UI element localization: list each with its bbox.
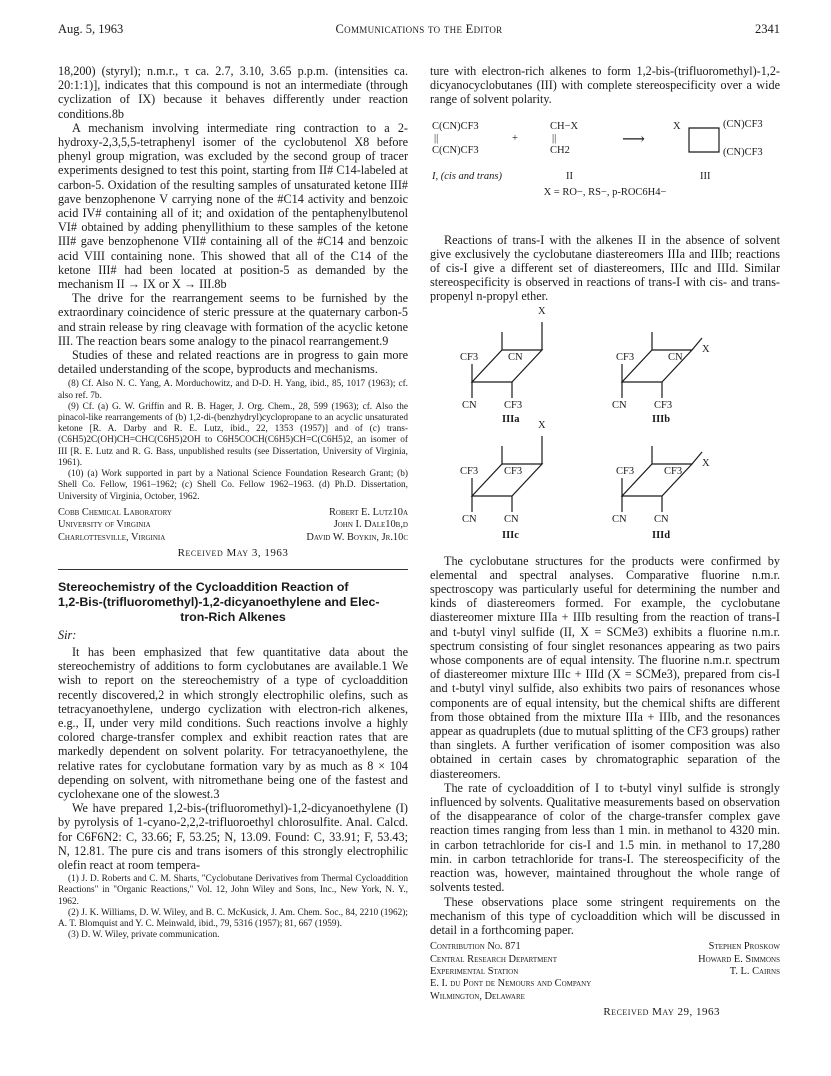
affiliation-row [430,941,780,953]
section-divider [58,569,408,570]
structure-label-IIIa: IIIa [502,413,520,425]
article-paragraph-2: We have prepared 1,2-bis-(trifluoromethyl)-1,2-dicyanoethylene (I) by pyrolysis of 1-cyano-2,2,2-trifluoroethyl chlorosulfite. Anal. Calcd. for C6F6N2: C, 33.66; F, 53.25; N, 13.09. Found: C, 33.91; F, 53.43; N, 12.81. The pure cis and trans isomers of this strongly electrophilic olefin react at room tempera- [58,801,408,872]
structure-label-IIIc: IIIc [502,529,519,541]
label-x: X [702,343,710,355]
affiliation-address: Central Research Department [430,953,557,965]
footnote-1: (1) J. D. Roberts and C. M. Sharts, "Cyclobutane Derivatives from Thermal Cycloaddition Reactions" in "Organic Reactions," Vol. 12, John Wiley and Sons, Inc., New York, N. Y., 1962. [58,874,408,907]
affiliation-block-2 [430,941,780,1003]
issue-date: Aug. 5, 1963 [58,22,124,36]
reactant-1-bond: || [434,132,439,144]
label-cn: CN [508,351,523,363]
label-cf3: CF3 [504,399,523,411]
received-date-2: Received May 29, 1963 [603,1006,720,1019]
right-column [430,64,780,1018]
cyclobutane-ring-icon [688,125,722,155]
footnote-2: (2) J. K. Williams, D. W. Wiley, and B. C. McKusick, J. Am. Chem. Soc., 84, 2210 (1962); A. T. Blomquist and Y. C. Meinwald, ibid., 79, 5316 (1957); 81, 667 (1959). [58,907,408,929]
affiliation-row [430,966,780,978]
left-paragraph-4: Studies of these and related reactions are in progress to gain more detailed understanding of the scope, byproducts and mechanisms. [58,348,408,377]
received-date-1: Received May 3, 1963 [177,546,289,559]
author-name: Stephen Proskow [708,941,780,953]
label-cf3: CF3 [616,465,635,477]
right-paragraph-1: ture with electron-rich alkenes to form 1,2-bis-(trifluoromethyl)-1,2-dicyanocyclobutanes (III) with complete stereospecificity over a wide range of solvent polarity. [430,64,780,107]
page-number: 2341 [755,22,780,36]
label-cn: CN [654,513,669,525]
reactant-2-label: II [566,170,573,182]
right-paragraph-2: Reactions of trans-I with the alkenes II in the absence of solvent give exclusively the cyclobutane diastereomers IIIa and IIIb; reactions of cis-I give a different set of diastereomers, IIIc and IIId. Similar stereospecificity is observed in reactions of trans-I with cis- and trans-propenyl n-propyl ether. [430,232,780,304]
page-header [58,22,780,42]
title-line: 1,2-Bis-(trifluoromethyl)-1,2-dicyanoethylene and Elec- [58,594,380,609]
footnote-3: (3) D. W. Wiley, private communication. [68,930,220,941]
salutation: Sir: [58,627,77,642]
affiliation-address: Cobb Chemical Laboratory [58,506,172,518]
reactant-2-bond: || [552,132,557,144]
affiliation-address: Charlottesville, Virginia [58,531,166,543]
reactant-2-bottom: CH2 [550,144,570,156]
affiliation-address: E. I. du Pont de Nemours and Company [430,978,592,990]
footnote-10: (10) (a) Work supported in part by a National Science Foundation Research Grant; (b) Shell Co. Fellow, 1961–1962; (c) Shell Co. Fellow 1962–1963. (d) Ph.D. Dissertation, University of Virginia, October, 1962. [58,469,408,502]
label-x: X [538,419,546,431]
journal-section: Communications to the Editor [335,22,503,36]
author-name: Robert E. Lutz10a [329,506,408,518]
affiliation-address: University of Virginia [58,519,151,531]
reactant-1-bottom: C(CN)CF3 [432,144,479,156]
label-x: X [702,457,710,469]
affiliation-row [430,991,780,1003]
reactant-1-top: C(CN)CF3 [432,120,479,132]
reactant-2-top: CH−X [550,120,579,132]
article-title [58,580,408,625]
title-line: tron-Rich Alkenes [180,609,286,624]
affiliation-row [58,519,408,531]
affiliation-address: Wilmington, Delaware [430,990,525,1002]
left-paragraph-2: A mechanism involving intermediate ring contraction to a 2-hydroxy-2,3,5,5-tetraphenyl isomer of the cyclobutenol X8 before phenyl group migration, was excluded by the second group of tracer experiments designed to test this point, starting from II# C14-labeled at carbon-5. Oxidation of the resulting samples of unsaturated ketone III# gave benzophenone V carrying none of the #C14 activity and benzoic acid IV# containing all of it; and oxidation of the pentaphenylbutenol VI# obtained by adding phenyllithium to these samples of the ketone III# gave benzophenone VII# containing all of the #C14 and benzoic acid VIII containing none. This showed that all of the C14 of the ketone III# had been located at position-5 as demanded by the mechanism II → IX or X → III.8b [58,120,408,292]
label-cn: CN [504,513,519,525]
affiliation-address: Experimental Station [430,965,519,977]
left-paragraph-1: 18,200) (styryl); n.m.r., τ ca. 2.7, 3.10, 3.65 p.p.m. (intensities ca. 20:1:1)], indicates that this compound is not an intermediate (through cyclization of IX) because it behaves differently under reaction conditions.8b [58,64,408,121]
author-name: John I. Dale10b,d [333,519,408,531]
diastereomer-structures [430,304,780,554]
left-paragraph-3: The drive for the rearrangement seems to be furnished by the extraordinary coincidence of steric pressure at the quaternary carbon-5 and strain release by ring cleavage with formation of the acyclic ketone III. The reaction bears some analogy to the pinacol rearrangement.9 [58,291,408,348]
label-cf3: CF3 [460,351,479,363]
plus-sign: + [512,132,518,144]
author-name: David W. Boykin, Jr.10c [306,531,408,543]
right-paragraph-5: These observations place some stringent requirements on the mechanism of this type of cycloaddition which will be discussed in detail in a forthcoming paper. [430,894,780,937]
label-cn: CN [462,513,477,525]
affiliation-row [58,507,408,519]
footnote-9: (9) Cf. (a) G. W. Griffin and R. B. Hager, J. Org. Chem., 28, 599 (1963); cf. Also the pinacol-like rearrangements of (b) 1,2-di-(benzhydryl)cyclopropane to an acyclic unsaturated ketone [R. A. Darby and R. E. Lutz, ibid., 22, 1353 (1957)] and of (c) trans-(C6H5)2C(OH)CH=CHC(C6H5)2OH to C6H5COCH(C6H5)CH=C(C6H5)2, an isomer of III [R. E. Lutz and R. G. Bass, unpublished results (see Dissertation, University of Virginia, 1961). [58,401,408,468]
x-definition: X = RO−, RS−, p-ROC6H4− [543,186,667,198]
structure-label-IIId: IIId [652,529,671,541]
affiliation-row [430,954,780,966]
label-cn: CN [612,399,627,411]
label-cf3: CF3 [664,465,683,477]
reaction-scheme [430,107,780,233]
affiliation-row [430,978,780,990]
author-name: Howard E. Simmons [698,953,780,965]
right-paragraph-4: The rate of cycloaddition of I to t-butyl vinyl sulfide is strongly influenced by solvents. Qualitative measurements based on observation of the disappearance of color of the charge-transfer complex gave reaction times ranging from less than 1 min. in methanol to 4320 min. in carbon tetrachloride for cis-I and 1.5 min. in methanol to 17,280 min. in carbon tetrachloride for trans-I. The stereospecificity of the reaction was, however, maintained throughout the whole range of solvents tested. [430,780,780,895]
label-cn: CN [462,399,477,411]
label-cf3: CF3 [460,465,479,477]
footnote-8: (8) Cf. Also N. C. Yang, A. Morduchowitz, and D-D. H. Yang, ibid., 85, 1017 (1963); cf. also ref. 7b. [58,379,408,401]
left-column [58,64,408,941]
right-paragraph-3: The cyclobutane structures for the products were confirmed by elemental and spectral analyses. Comparative fluorine n.m.r. spectroscopy was particularly useful for determining the number and kinds of diastereomers formed. For example, the cyclobutane diastereomer mixture IIIa + IIIb resulting from the reaction of trans-I and t-butyl vinyl sulfide (II, X = SCMe3) exhibits a fluorine n.m.r. spectrum consisting of four singlet resonances appearing as two pairs whose components are of equal intensity. The fluorine n.m.r. spectrum of diastereomer mixture IIIc + IIId (X = SCMe3), prepared from cis-I and t-butyl vinyl sulfide, also exhibits two pairs of resonances whose components are of equal intensity, but the chemical shifts are different from those obtained from the mixture IIIa + IIIb, and the resonances appear as quadruplets (due to mutual splitting of the CF3 groups) rather than singlets. A further verification of isomer composition was also obtained in certain cases by chromatographic separation of the diastereomers. [430,553,780,781]
product-bottom-group: (CN)CF3 [723,146,763,158]
label-cf3: CF3 [616,351,635,363]
label-cn: CN [612,513,627,525]
cyclobutane-diastereomers-icon [430,304,780,554]
product-substituent-x: X [673,120,681,132]
affiliation-row [58,532,408,544]
label-cf3: CF3 [654,399,673,411]
label-cf3: CF3 [504,465,523,477]
structure-label-IIIb: IIIb [652,413,671,425]
product-label: III [700,170,711,182]
label-x: X [538,305,546,317]
reactant-1-label: I, (cis and trans) [432,170,502,182]
author-name: T. L. Cairns [729,965,780,977]
reaction-arrow: ⟶ [622,130,645,148]
product-top-group: (CN)CF3 [723,118,763,130]
article-paragraph-1: It has been emphasized that few quantitative data about the stereochemistry of additions to form cyclobutanes are available.1 We wish to report on the stereochemistry of a type of cycloaddition recently discovered,2 in which strongly electrophilic olefins, such as tetracyanoethylene, undergo cyclization with electron-rich alkenes, e.g., II, under very mild conditions. Such reactions involve a highly colored charge-transfer complex and exhibit reaction rates that are markedly dependent on solvent polarity. For tetracyanoethylene, the relative rates for cyclobutane formation vary by as much as 8 × 104 depending on solvent, with nitromethane being one of the fastest and cyclohexane one of the slowest.3 [58,644,408,801]
affiliation-block-1 [58,507,408,544]
affiliation-address: Contribution No. 871 [430,941,521,953]
label-cn: CN [668,351,683,363]
title-line: Stereochemistry of the Cycloaddition Reaction of [58,579,349,594]
